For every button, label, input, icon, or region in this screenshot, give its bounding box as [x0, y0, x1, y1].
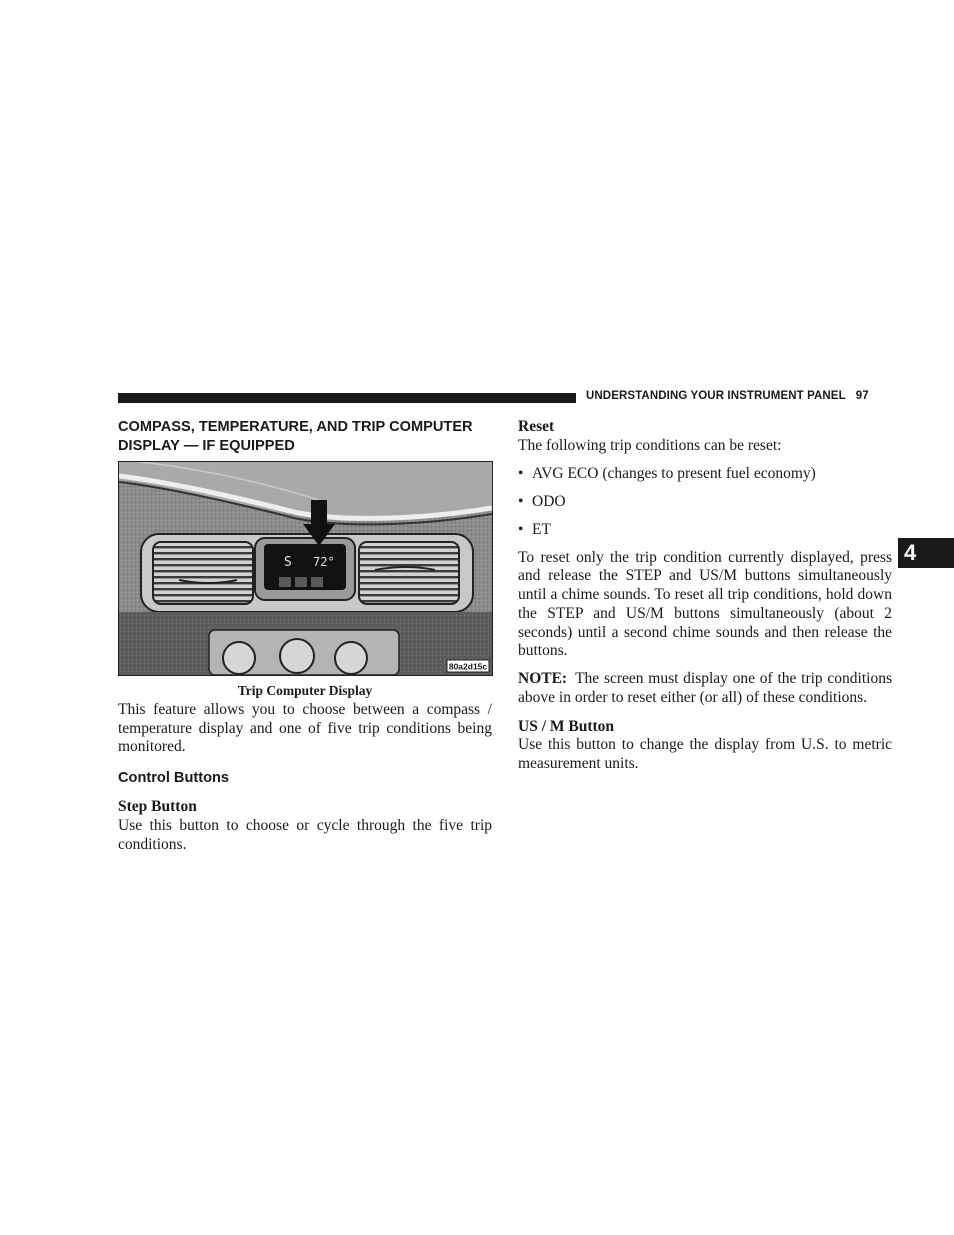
reset-heading: Reset: [518, 418, 555, 435]
list-item: • ODO: [518, 493, 892, 512]
figure-caption: Trip Computer Display: [237, 683, 373, 698]
running-head: [586, 390, 869, 402]
header-rule: [118, 393, 576, 403]
intro-paragraph: This feature allows you to choose between a compass / temperature display and one of five trip conditions being monitored.: [118, 701, 492, 756]
section-title: COMPASS, TEMPERATURE, AND TRIP COMPUTER DISPLAY — IF EQUIPPED: [118, 419, 473, 454]
dashboard-illustration: [119, 462, 492, 675]
list-item: • AVG ECO (changes to present fuel economy): [518, 465, 892, 484]
usm-button-paragraph: Use this button to change the display from U.S. to metric measurement units.: [518, 736, 892, 773]
usm-button-heading: US / M Button: [518, 717, 615, 735]
note-text: The screen must display one of the trip conditions above in order to reset either (or all) of these conditions.: [518, 670, 892, 706]
trip-computer-figure: [118, 461, 493, 676]
reset-intro: The following trip conditions can be reset:: [518, 436, 782, 454]
step-button-paragraph: Use this button to choose or cycle through the five trip conditions.: [118, 816, 492, 853]
reset-list: [518, 465, 892, 540]
step-button-heading: Step Button: [118, 798, 197, 816]
page-number: 97: [855, 390, 869, 402]
note-label: NOTE:: [518, 670, 568, 688]
figure-image-code: 80a2d15c: [448, 661, 488, 672]
display-readout-left: S: [284, 555, 292, 570]
list-item: • ET: [518, 521, 892, 540]
control-buttons-heading: Control Buttons: [118, 770, 230, 787]
left-column: [118, 418, 492, 854]
right-column: [518, 418, 892, 774]
running-head-title: UNDERSTANDING YOUR INSTRUMENT PANEL: [586, 390, 846, 402]
reset-instructions: To reset only the trip condition currently displayed, press and release the STEP and US/M buttons simultaneously until a chime sounds. To reset all trip conditions, hold down the STEP and US/M buttons simultaneously (about 2 seconds) until a second chime sounds and then release the buttons.: [518, 548, 892, 660]
note-paragraph: [518, 670, 892, 707]
chapter-tab: 4: [898, 538, 954, 568]
display-readout-right: 72°: [313, 555, 335, 569]
